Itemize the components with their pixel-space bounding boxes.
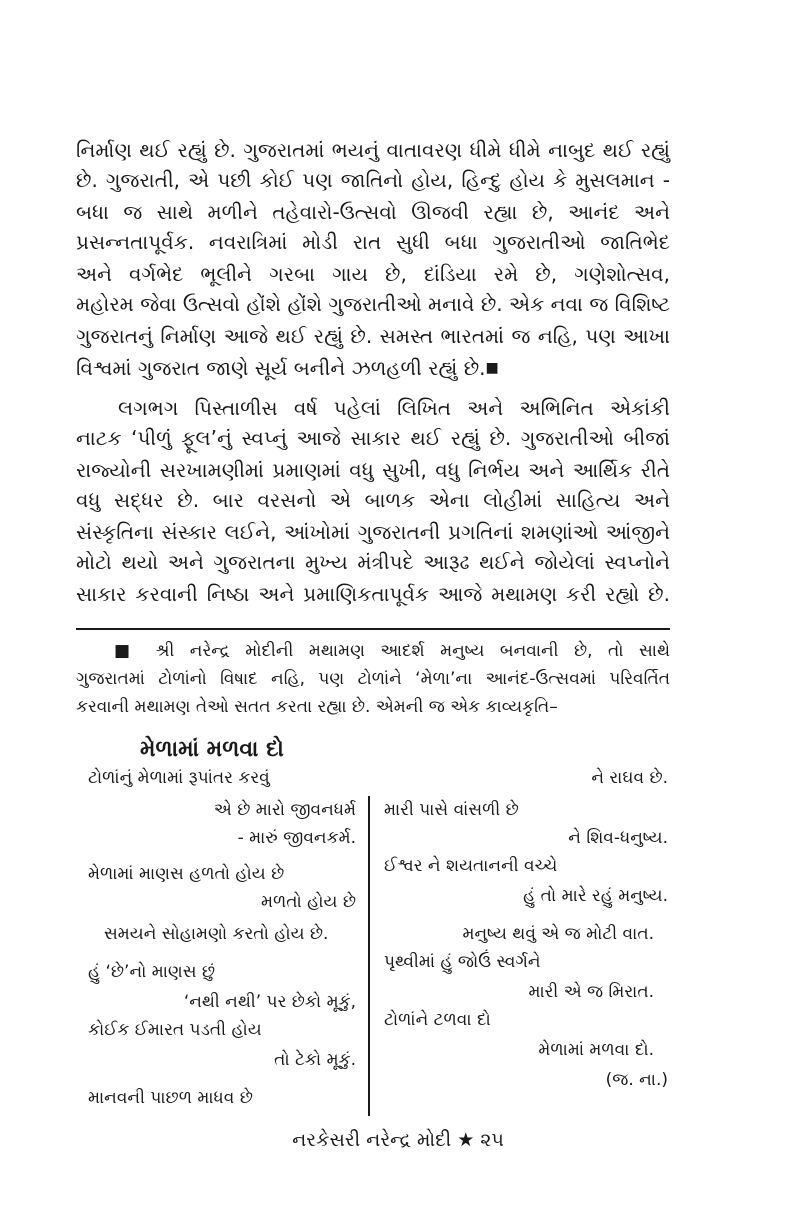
- poem-line: મેળામાં માણસ હળતો હોય છે: [88, 864, 285, 884]
- poem-line: મારી પાસે વાંસળી છે: [384, 800, 519, 820]
- footnote-line: ■ શ્રી નરેન્દ્ર મોદીની મથામણ આદર્શ મનુષ્ય બનવાની છે, તો સાથે: [114, 641, 670, 661]
- poem-line: ટોળાંનું મેળામાં રૂપાંતર કરવું: [88, 768, 270, 788]
- body-line: મોટો થયો અને ગુજરાતના મુખ્ય મંત્રીપદે આરૂઢ થઈને જોયેલાં સ્વપ્નોને: [76, 550, 670, 574]
- body-line: અને વર્ગભેદ ભૂલીને ગરબા ગાય છે, દાંડિયા રમે છે, ગણેશોત્સવ,: [76, 262, 670, 286]
- body-line: નાટક ‘પીળું ફૂલ’નું સ્વપ્નું આજે સાકાર થઈ રહ્યું છે. ગુજરાતીઓ બીજાં: [76, 426, 670, 450]
- body-line: પ્રસન્નતાપૂર્વક. નવરાત્રિમાં મોડી રાત સુધી બધા ગુજરાતીઓ જાતિભેદ: [76, 230, 670, 254]
- poem-line: ને રાઘવ છે.: [591, 768, 668, 788]
- footnote-line: કરવાની મથામણ તેઓ સતત કરતા રહ્યા છે. એમની જ એક કાવ્યકૃતિ–: [76, 697, 558, 717]
- poem-line: ને શિવ-ધનુષ્ય.: [568, 828, 668, 848]
- body-text: વિશ્વમાં ગુજરાત જાણે સૂર્ય બનીને ઝળહળી રહ્યું છે.: [76, 356, 486, 380]
- body-line-last: [76, 354, 670, 382]
- poem-line: હું ‘છે’નો માણસ છું: [88, 962, 216, 982]
- page-footer: નરકેસરી નરેન્દ્ર મોદી ★ ૨૫: [292, 1129, 504, 1151]
- body-line: સાકાર કરવાની નિષ્ઠા અને પ્રમાણિકતાપૂર્વક આજે મથામણ કરી રહ્યો છે.: [76, 582, 670, 606]
- body-line-indent: લગભગ પિસ્તાળીસ વર્ષ પહેલાં લિખિત અને અભિનિત એકાંકી: [118, 396, 670, 420]
- poem-line: ઈશ્વર ને શયતાનની વચ્ચે: [384, 856, 558, 876]
- body-line: ગુજરાતનું નિર્માણ આજે થઈ રહ્યું છે. સમસ્ત ભારતમાં જ નહિ, પણ આખા: [76, 324, 670, 348]
- body-line: છે. ગુજરાતી, એ પછી કોઈ પણ જાતિનો હોય, હિન્દુ હોય કે મુસલમાન -: [76, 168, 670, 192]
- poem-column-divider: [368, 796, 370, 1116]
- poem-line: મળતો હોય છે: [261, 892, 356, 912]
- section-rule: [76, 628, 670, 630]
- poem-signature: (જ. ના.): [605, 1070, 668, 1090]
- poem-line: ટોળાંને ટળવા દો: [384, 1010, 491, 1030]
- poem-line: હું તો મારે રહું મનુષ્ય.: [523, 886, 668, 906]
- body-line: વધુ સદ્ધર છે. બાર વરસનો એ બાળક એના લોહીમાં સાહિત્ય અને: [76, 488, 670, 512]
- poem-line: ‘નથી નથી’ પર છેકો મૂકું,: [183, 992, 356, 1012]
- poem-line: મારી એ જ મિરાત.: [528, 982, 654, 1002]
- poem-line: મેળામાં મળવા દો.: [538, 1040, 654, 1060]
- end-mark: ■: [485, 360, 499, 376]
- poem-line: કોઈક ઈમારત પડતી હોય: [88, 1020, 262, 1040]
- body-line: સંસ્કૃતિના સંસ્કાર લઈને, આંખોમાં ગુજરાતની પ્રગતિનાં શમણાંઓ આંજીને: [76, 520, 670, 544]
- poem-line: - મારું જીવનકર્મ.: [237, 828, 356, 848]
- body-line: નિર્માણ થઈ રહ્યું છે. ગુજરાતમાં ભયનું વાતાવરણ ધીમે ધીમે નાબુદ થઈ રહ્યું: [76, 138, 670, 162]
- poem-line: તો ટેકો મૂકું.: [274, 1050, 356, 1070]
- body-line: બધા જ સાથે મળીને તહેવારો-ઉત્સવો ઊજવી રહ્યા છે, આનંદ અને: [76, 200, 670, 224]
- poem-line: પૃથ્વીમાં હું જોઉં સ્વર્ગને: [384, 952, 541, 972]
- poem-title: મેળામાં મળવા દો: [140, 737, 284, 762]
- poem-line: મનુષ્ય થવું એ જ મોટી વાત.: [462, 924, 654, 944]
- poem-line: માનવની પાછળ માધવ છે: [88, 1088, 253, 1108]
- footnote-line: ગુજરાતમાં ટોળાંનો વિષાદ નહિ, પણ ટોળાંને ‘મેળા’ના આનંદ-ઉત્સવમાં પરિવર્તિત: [76, 669, 670, 689]
- poem-line: એ છે મારો જીવનધર્મ: [213, 800, 356, 820]
- poem-line: સમયને સોહામણો કરતો હોય છે.: [104, 924, 329, 944]
- body-line: મહોરમ જેવા ઉત્સવો હોંશે હોંશે ગુજરાતીઓ મનાવે છે. એક નવા જ વિશિષ્ટ: [76, 292, 670, 316]
- body-line: રાજ્યોની સરખામણીમાં પ્રમાણમાં વધુ સુખી, વધુ નિર્ભય અને આર્થિક રીતે: [76, 458, 670, 482]
